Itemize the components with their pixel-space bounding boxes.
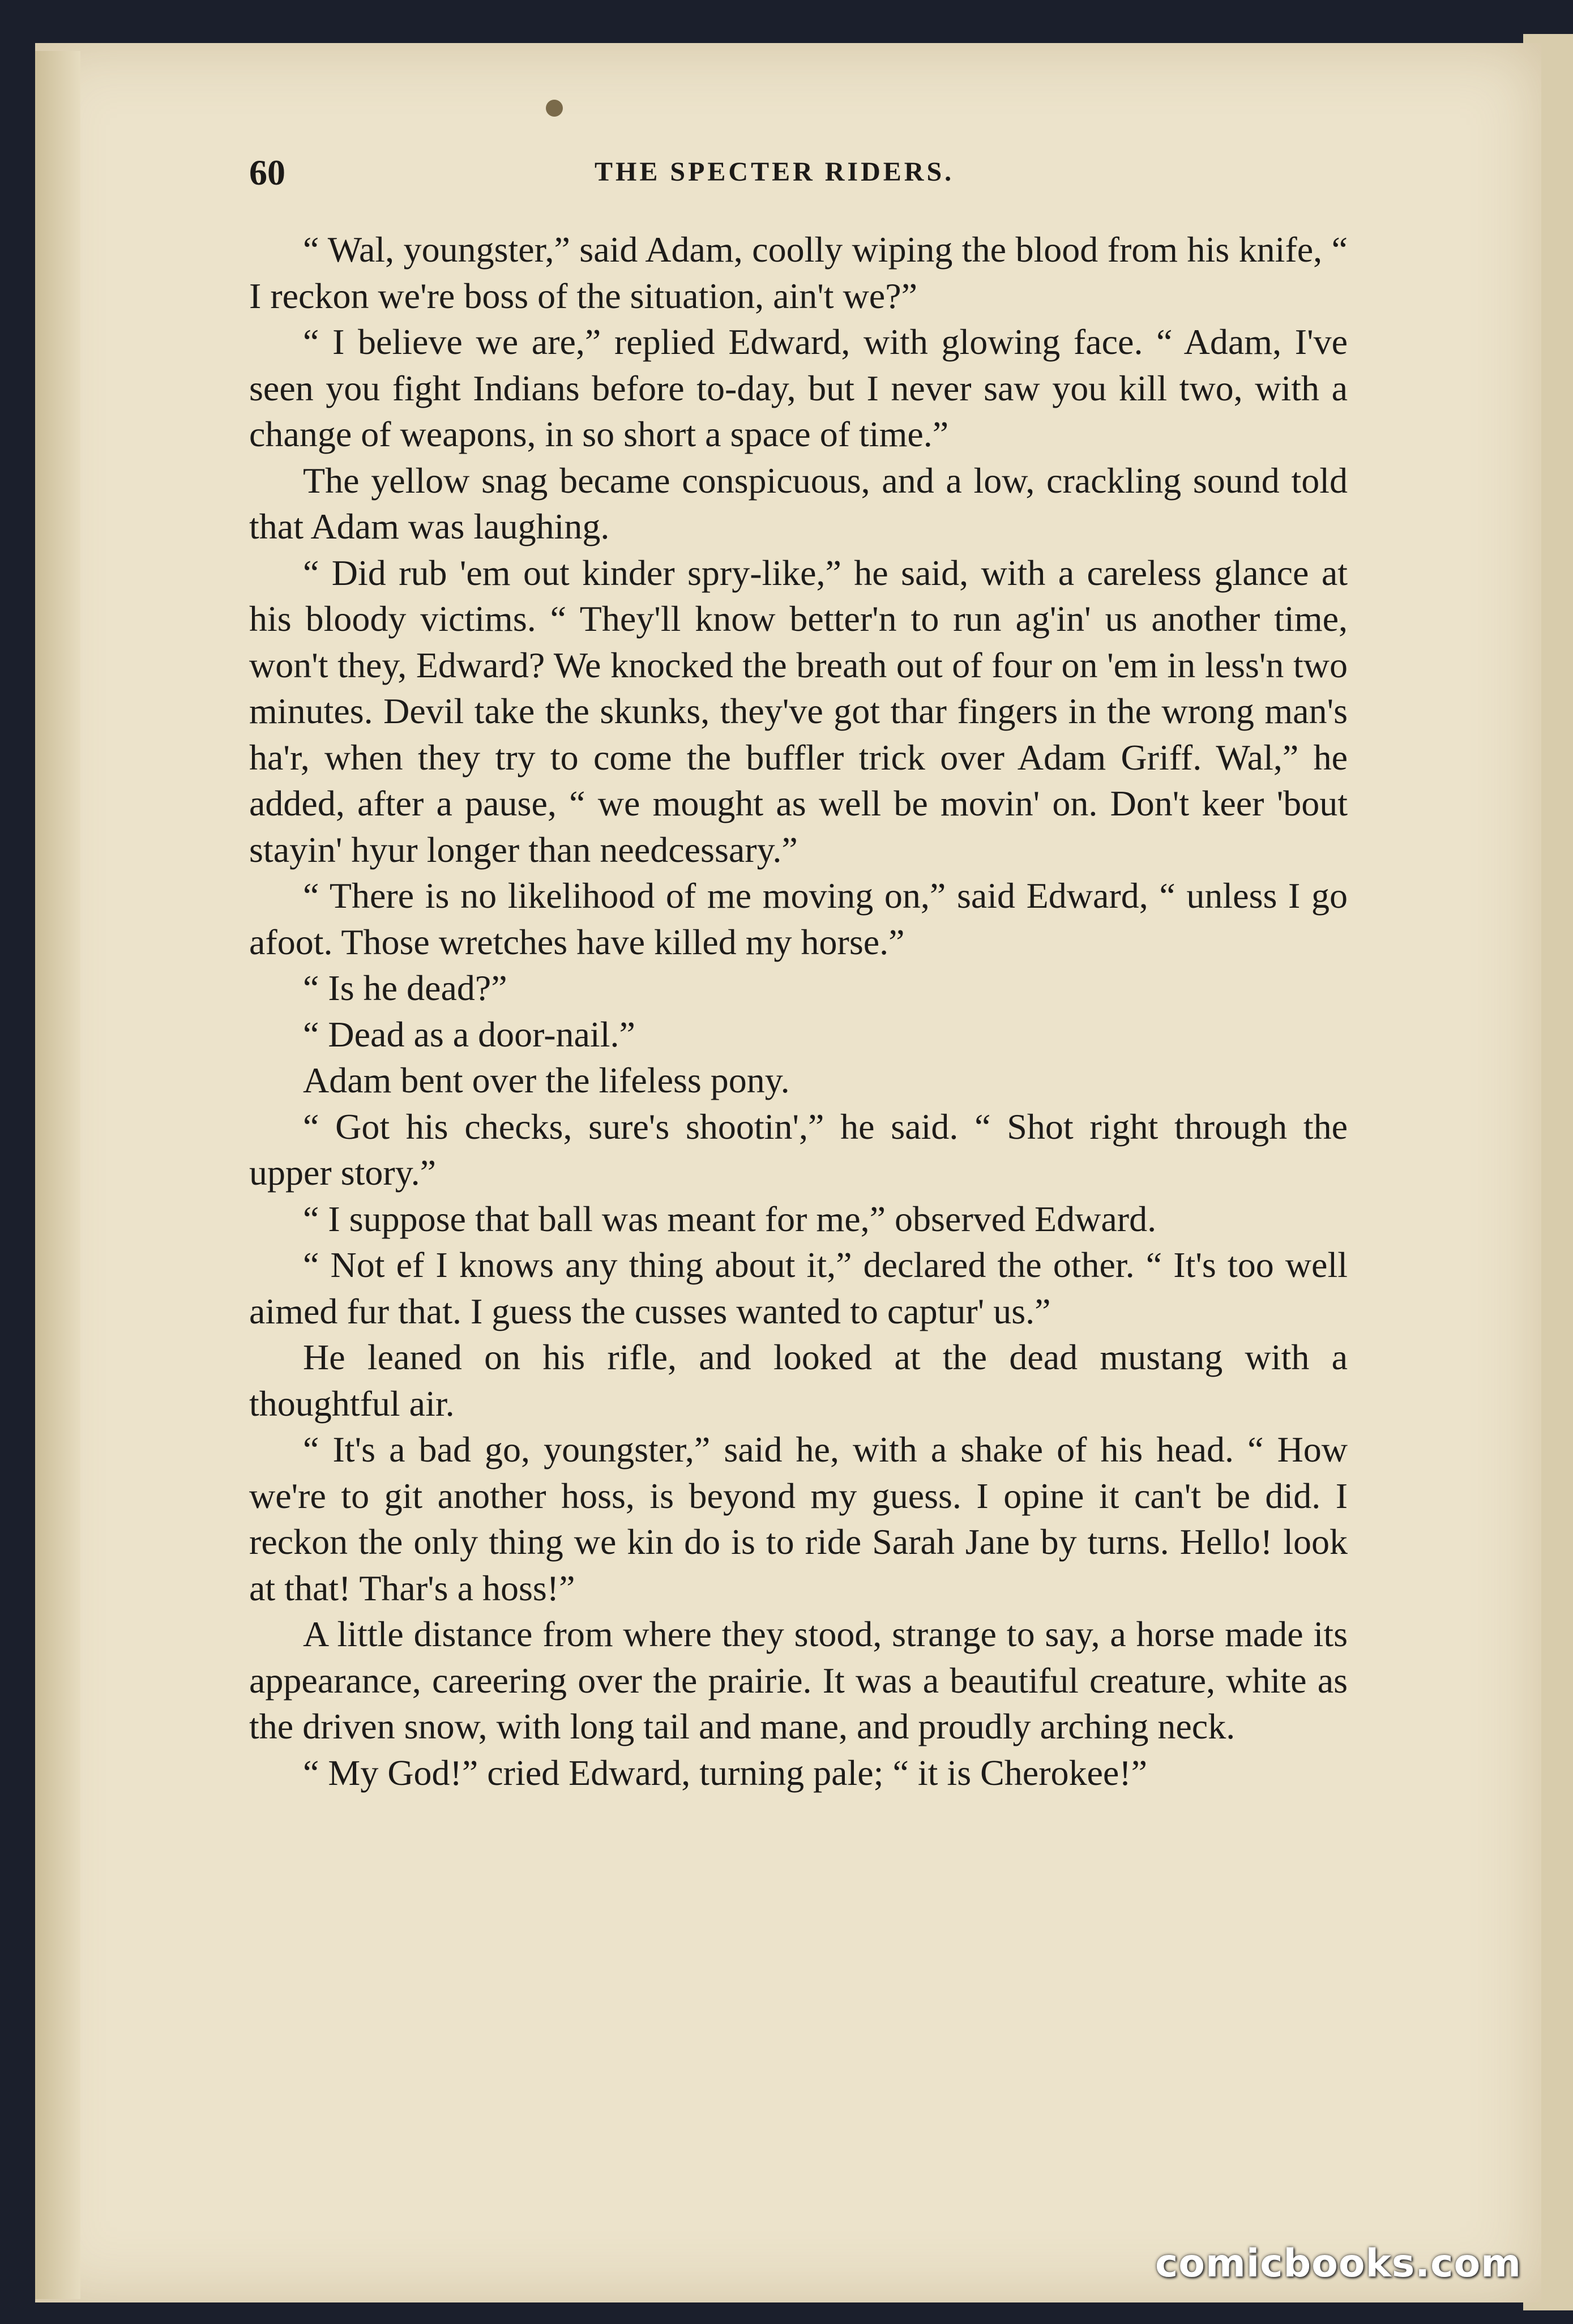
paragraph: “ It's a bad go, youngster,” said he, with a shake of his head. “ How we're to git another hoss, is beyond my guess. I opine it can't be did. I reckon the only thing we kin do is to ride Sarah Jane by turns. Hello! look at that! Thar's a hoss!” [249,1429,1348,1608]
ink-spot [546,100,563,117]
paragraph: “ Got his checks, sure's shootin',” he said. “ Shot right through the upper story.” [249,1106,1348,1193]
paragraph: “ I suppose that ball was meant for me,” observed Edward. [303,1198,1157,1239]
watermark: comicbooks.com [1155,2241,1522,2286]
running-head [249,152,1325,197]
page-stack-edge [35,51,80,2299]
running-title: THE SPECTER RIDERS. [595,157,955,187]
paragraph: “ There is no likelihood of me moving on,” said Edward, “ unless I go afoot. Those wretches have killed my horse.” [249,875,1348,962]
paragraph: The yellow snag became conspicuous, and a low, crackling sound told that Adam was laughing. [249,460,1348,546]
paragraph: “ My God!” cried Edward, turning pale; “ it is Cherokee!” [303,1752,1148,1793]
paragraph: He leaned on his rifle, and looked at the dead mustang with a thoughtful air. [249,1337,1348,1424]
paragraph: “ Is he dead?” [303,968,507,1008]
paragraph: “ Wal, youngster,” said Adam, coolly wiping the blood from his knife, “ I reckon we're boss of the situation, ain't we?” [249,229,1348,316]
body-text [249,227,1348,1796]
paragraph: Adam bent over the lifeless pony. [303,1060,790,1100]
paragraph: “ Did rub 'em out kinder spry-like,” he said, with a careless glance at his bloody victims. “ They'll know better'n to run ag'in' us another time, won't they, Edward? We knocked the breath out of four on 'em in less'n two minutes. Devil take the skunks, they've got thar fingers in the wrong man's ha'r, when they try to come the buffler trick over Adam Griff. Wal,” he added, after a pause, “ we mought as well be movin' on. Don't keer 'bout stayin' hyur longer than needcessary.” [249,552,1348,870]
page-number: 60 [249,152,285,193]
paragraph: “ I believe we are,” replied Edward, with glowing face. “ Adam, I've seen you fight Indians before to-day, but I never saw you kill two, with a change of weapons, in so short a space of time.” [249,322,1348,454]
paragraph: “ Not ef I knows any thing about it,” declared the other. “ It's too well aimed fur that. I guess the cusses wanted to captur' us.” [249,1245,1348,1331]
paragraph: A little distance from where they stood, strange to say, a horse made its appearance, careering over the prairie. It was a beautiful creature, white as the driven snow, with long tail and mane, and proudly arching neck. [249,1614,1348,1746]
paragraph: “ Dead as a door-nail.” [303,1014,635,1054]
